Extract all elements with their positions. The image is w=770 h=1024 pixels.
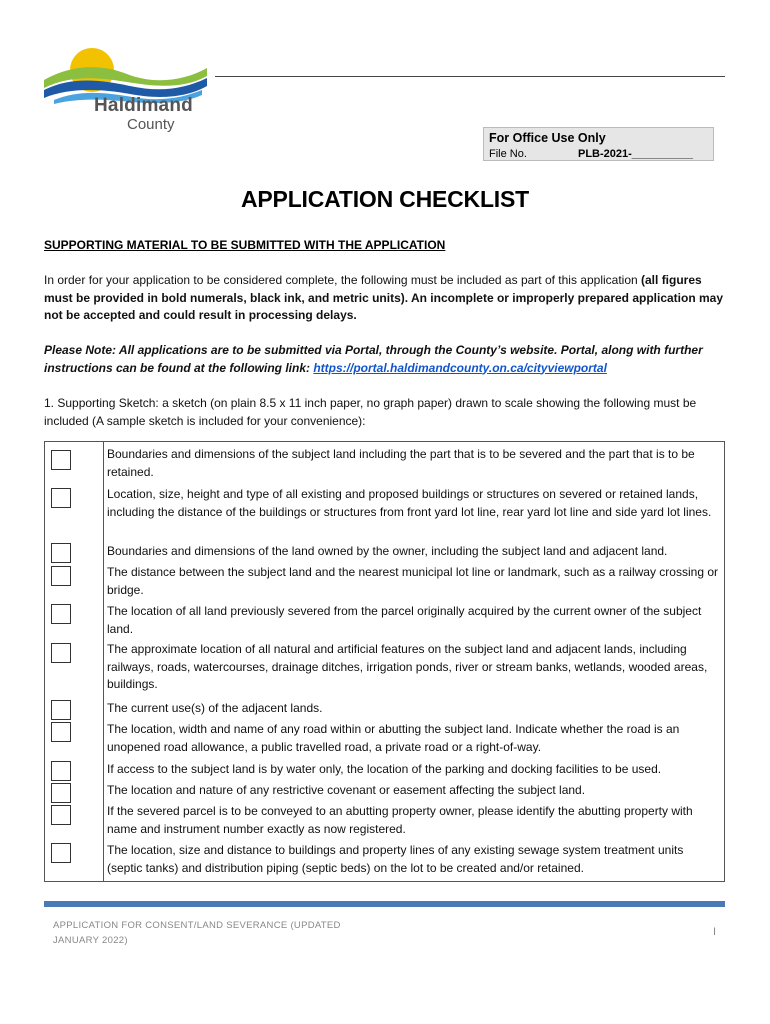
sketch-intro: 1. Supporting Sketch: a sketch (on plain 8.5 x 11 inch paper, no graph paper) drawn to scale showing the following must be included (A sample sketch is included for your convenience):	[44, 396, 697, 428]
intro-bold-text: (all figures must be provided in bold numerals, black ink, and metric units). An incomplete or improperly prepared application may not be accepted and could result in processing delays.	[44, 273, 724, 322]
logo-name-line1: Haldimand	[94, 95, 193, 116]
section-subheading: SUPPORTING MATERIAL TO BE SUBMITTED WITH THE APPLICATION	[44, 238, 446, 252]
checkbox[interactable]	[51, 450, 71, 470]
checkbox[interactable]	[51, 783, 71, 803]
checklist-item-text: The location and nature of any restrictive covenant or easement affecting the subject land.	[107, 783, 586, 797]
checklist-item-text: Boundaries and dimensions of the subject land including the part that is to be severed and the part that is to be retained.	[107, 447, 695, 479]
checklist-column-divider	[103, 442, 104, 881]
file-number-value: PLB-2021-__________	[578, 148, 693, 160]
checkbox[interactable]	[51, 805, 71, 825]
file-number-label: File No.	[489, 148, 527, 160]
logo-name-line2: County	[127, 116, 175, 133]
page-title: APPLICATION CHECKLIST	[241, 186, 529, 212]
checkbox[interactable]	[51, 700, 71, 720]
intro-paragraph	[44, 272, 724, 325]
checkbox[interactable]	[51, 604, 71, 624]
checklist-item-text: The approximate location of all natural and artificial features on the subject land and adjacent lands, including railways, roads, watercourses, drainage ditches, irrigation ponds, river or stream banks, wetlands, wooded areas, buildings.	[107, 642, 708, 691]
footer-bar	[44, 901, 725, 907]
checklist-item-text: The distance between the subject land and the nearest municipal lot line or landmark, such as a railway crossing or bridge.	[107, 565, 718, 597]
checklist-item-text: The location of all land previously severed from the parcel originally acquired by the current owner of the subject land.	[107, 604, 702, 636]
intro-plain-text: In order for your application to be considered complete, the following must be included as part of this application	[44, 273, 642, 287]
office-use-box	[483, 127, 714, 161]
checklist-item-text: If the severed parcel is to be conveyed to an abutting property owner, please identify the abutting property with name and instrument number exactly as now registered.	[107, 804, 693, 836]
checkbox[interactable]	[51, 488, 71, 508]
checklist-item-text: The location, size and distance to buildings and property lines of any existing sewage system treatment units (septic tanks) and distribution piping (septic beds) on the lot to be created and/or retained.	[107, 843, 684, 875]
checkbox[interactable]	[51, 566, 71, 586]
portal-note-text: Please Note: All applications are to be submitted via Portal, through the County’s website. Portal, along with further instructions can be found at the following link:	[44, 343, 703, 375]
checkbox[interactable]	[51, 843, 71, 863]
checklist-item-text: If access to the subject land is by water only, the location of the parking and docking facilities to be used.	[107, 762, 662, 776]
checkbox[interactable]	[51, 761, 71, 781]
office-use-title: For Office Use Only	[489, 131, 606, 145]
footer-page-number: I	[713, 926, 717, 938]
checklist-item-text: The location, width and name of any road within or abutting the subject land. Indicate whether the road is an unopened road allowance, a public travelled road, a private road or a right-of-way.	[107, 722, 680, 754]
footer-text: APPLICATION FOR CONSENT/LAND SEVERANCE (UPDATED JANUARY 2022)	[53, 920, 341, 946]
checkbox[interactable]	[51, 543, 71, 563]
checklist-item-text: Boundaries and dimensions of the land owned by the owner, including the subject land and adjacent land.	[107, 544, 668, 558]
checklist-item-text: The current use(s) of the adjacent lands.	[107, 701, 323, 715]
header-divider	[215, 76, 725, 77]
checklist-item-text: Location, size, height and type of all existing and proposed buildings or structures on severed or retained lands, including the distance of the buildings or structures from front yard lot line, rear yard lot line and side yard lot lines.	[107, 487, 712, 519]
checklist-table	[44, 441, 725, 882]
checkbox[interactable]	[51, 643, 71, 663]
portal-note	[44, 342, 724, 377]
checkbox[interactable]	[51, 722, 71, 742]
portal-link[interactable]: https://portal.haldimandcounty.on.ca/cityviewportal	[313, 360, 607, 375]
